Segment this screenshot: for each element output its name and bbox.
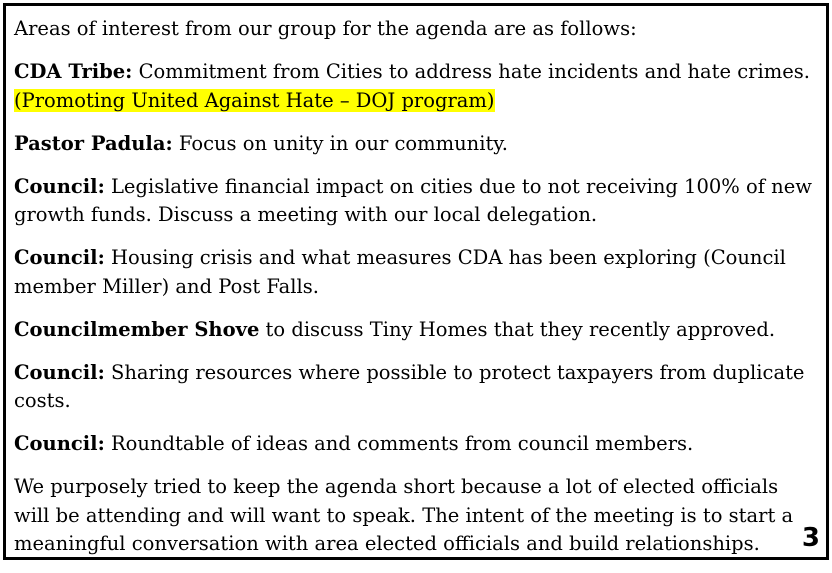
agenda-item-label: Council:: [14, 432, 105, 455]
agenda-item-text: Sharing resources where possible to protect taxpayers from duplicate costs.: [14, 360, 805, 412]
closing-paragraph: We purposely tried to keep the agenda short because a lot of elected officials will be attending and will want to speak. The intent of the meeting is to start a meaningful conversation with area elected officials and build relationships.: [14, 475, 794, 555]
agenda-item-pastor-padula: [14, 130, 818, 159]
agenda-item-council-resources: [14, 359, 818, 416]
agenda-item-cda-tribe: [14, 58, 818, 115]
agenda-item-council-roundtable: [14, 430, 818, 459]
page-number: 3: [801, 523, 820, 553]
agenda-item-text: Commitment from Cities to address hate incidents and hate crimes.: [132, 60, 810, 83]
agenda-item-label: Councilmember Shove: [14, 317, 260, 341]
agenda-item-text: Roundtable of ideas and comments from council members.: [104, 432, 694, 455]
agenda-item-label: Pastor Padula:: [14, 131, 173, 155]
agenda-item-label: Council:: [14, 246, 105, 269]
agenda-item-text: Legislative financial impact on cities due to not receiving 100% of new growth funds. Discuss a meeting with our local delegation.: [14, 174, 812, 226]
agenda-item-councilmember-shove: [14, 316, 818, 345]
agenda-item-text: Focus on unity in our community.: [172, 131, 508, 155]
agenda-item-council-finance: [14, 173, 818, 230]
highlighted-note: (Promoting United Against Hate – DOJ program): [14, 88, 495, 112]
intro-paragraph: Areas of interest from our group for the agenda are as follows:: [14, 17, 637, 40]
slide-frame: [3, 3, 829, 560]
agenda-item-text: Housing crisis and what measures CDA has been exploring (Council member Miller) and Post Falls.: [14, 246, 786, 298]
agenda-item-council-housing: [14, 244, 818, 301]
agenda-item-label: Council:: [14, 174, 105, 198]
agenda-item-label: Council:: [14, 360, 105, 384]
agenda-item-text: to discuss Tiny Homes that they recently approved.: [259, 317, 776, 341]
agenda-item-label: CDA Tribe:: [14, 60, 133, 83]
agenda-content: [14, 15, 818, 573]
